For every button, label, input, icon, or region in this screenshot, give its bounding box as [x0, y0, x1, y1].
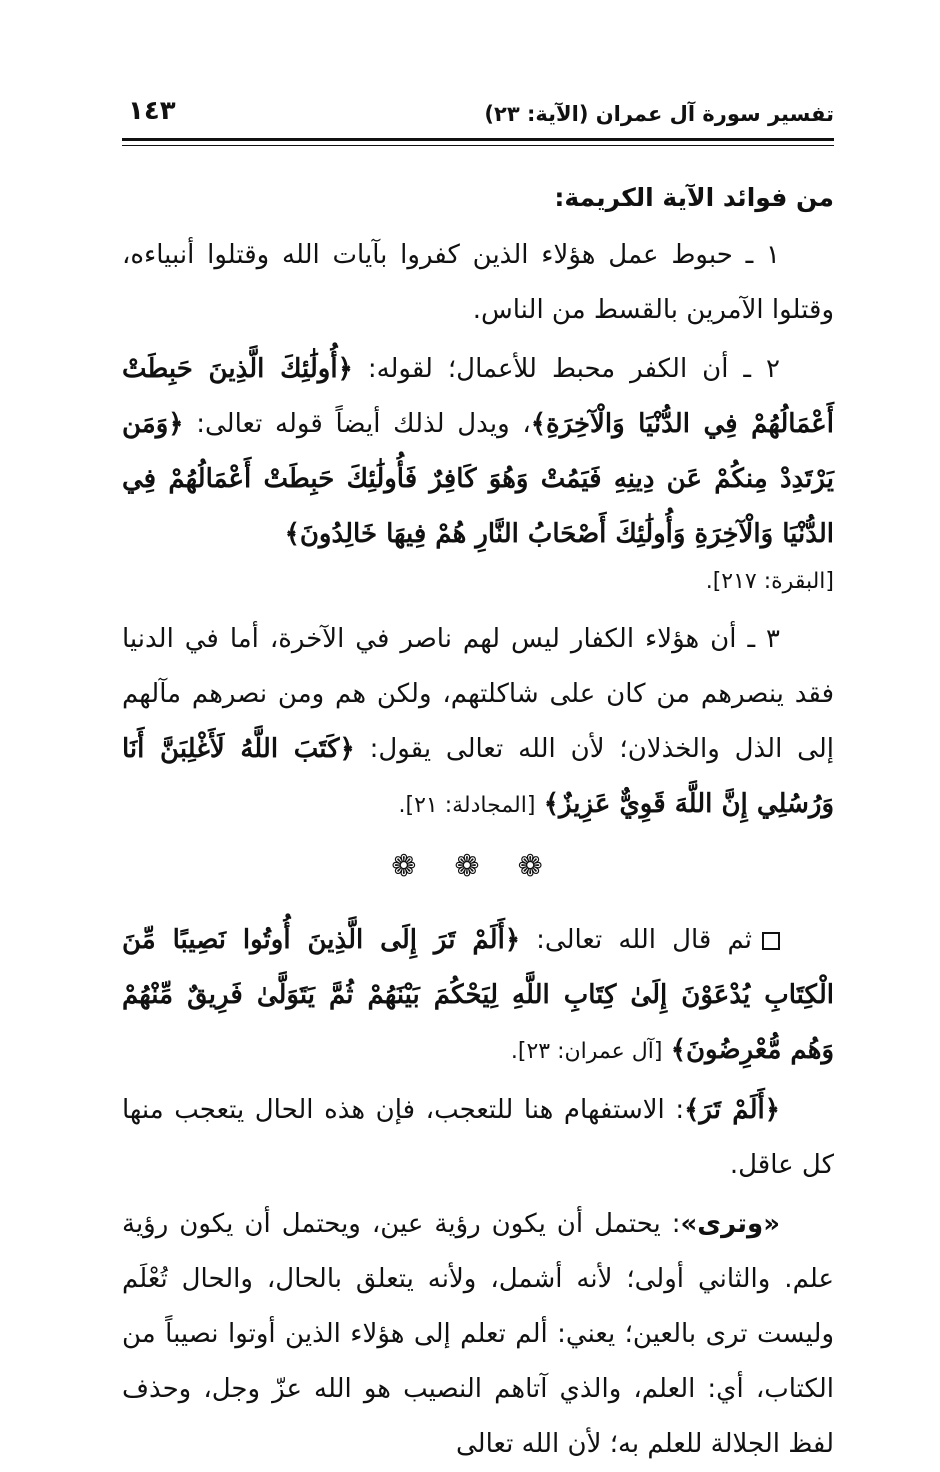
verse-reference: [المجادلة: ٢١]. [398, 793, 536, 818]
running-title: تفسير سورة آل عمران (الآية: ٢٣) [484, 102, 834, 126]
benefit-item-1: ١ ـ حبوط عمل هؤلاء الذين كفروا بآيات الله وقتلوا أنبياءه، وقتلوا الآمرين بالقسط من الناس. [122, 240, 834, 325]
flower-ornament-icon: ❁ [517, 849, 565, 884]
flower-ornament-icon: ❁ [391, 849, 439, 884]
quran-verse: كَتَبَ اللَّهُ لَأَغْلِبَنَّ أَنَا وَرُسُلِي إِنَّ اللَّهَ قَوِيٌّ عَزِيزٌ [122, 734, 834, 819]
benefits-heading: من فوائد الآية الكريمة: [554, 183, 834, 212]
quran-verse: وَمَن يَرْتَدِدْ مِنكُمْ عَن دِينِهِ فَيَمُتْ وَهُوَ كَافِرٌ فَأُولَٰئِكَ حَبِطَتْ أَعْمَالُهُمْ فِي الدُّنْيَا وَالْآخِرَةِ وَأُولَٰئِكَ أَصْحَابُ النَّارِ هُمْ فِيهَا خَالِدُونَ [122, 409, 834, 549]
verse-intro: ثم قال الله تعالى: [536, 925, 752, 955]
verse-reference: [البقرة: ٢١٧]. [705, 569, 834, 594]
quran-verse: أَلَمْ تَرَ إِلَى الَّذِينَ أُوتُوا نَصِيبًا مِّنَ الْكِتَابِ يُدْعَوْنَ إِلَىٰ كِتَابِ اللَّهِ لِيَحْكُمَ بَيْنَهُمْ ثُمَّ يَتَوَلَّىٰ فَرِيقٌ مِّنْهُمْ وَهُم مُّعْرِضُونَ [122, 925, 834, 1065]
square-bullet-icon [762, 932, 780, 950]
page-content [122, 176, 834, 1472]
commentary-text: : الاستفهام هنا للتعجب، فإن هذه الحال يتعجب منها كل عاقل. [122, 1095, 834, 1180]
benefit-item-3: ٣ ـ أن هؤلاء الكفار ليس لهم ناصر في الآخرة، أما في الدنيا فقد ينصرهم من كان على شاكلتهم، ولكن هم ومن نصرهم مآلهم إلى الذل والخذلان؛ لأن الله تعالى يقول: ﴿كَتَبَ اللَّهُ لَأَغْلِبَنَّ أَنَا وَرُسُلِي إِنَّ اللَّهَ قَوِيٌّ عَزِيزٌ﴾ [المجادلة: ٢١]. [122, 624, 834, 819]
benefit-item-2: ٢ ـ أن الكفر محبط للأعمال؛ لقوله: ﴿أُولَٰئِكَ الَّذِينَ حَبِطَتْ أَعْمَالُهُمْ فِي الدُّنْيَا وَالْآخِرَةِ﴾، ويدل لذلك أيضاً قوله تعالى: ﴿وَمَن يَرْتَدِدْ مِنكُمْ عَن دِينِهِ فَيَمُتْ وَهُوَ كَافِرٌ فَأُولَٰئِكَ حَبِطَتْ أَعْمَالُهُمْ فِي الدُّنْيَا وَالْآخِرَةِ وَأُولَٰئِكَ أَصْحَابُ النَّارِ هُمْ فِيهَا خَالِدُونَ﴾ [122, 354, 834, 549]
flower-ornament-icon: ❁ [454, 849, 502, 884]
page-header [122, 96, 834, 136]
quran-verse: أُولَٰئِكَ الَّذِينَ حَبِطَتْ أَعْمَالُهُمْ فِي الدُّنْيَا وَالْآخِرَةِ [122, 354, 834, 439]
benefit-item-2-mid: ، ويدل لذلك أيضاً قوله تعالى: [196, 409, 531, 439]
commentary-text: : يحتمل أن يكون رؤية عين، ويحتمل أن يكون رؤية علم. والثاني أولى؛ لأنه أشمل، ولأنه يتعلق بالحال، والحال تُعْلَم وليست ترى بالعين؛ يعني: ألم تعلم إلى هؤلاء الذين أوتوا نصيباً من الكتاب، أي: العلم، والذي آتاهم النصيب هو الله عزّ وجل، وحذف لفظ الجلالة للعلم به؛ لأن الله تعالى [122, 1209, 834, 1459]
page-number: ١٤٣ [128, 96, 176, 126]
quran-term: أَلَمْ تَرَ [699, 1095, 765, 1125]
page [122, 0, 834, 1459]
commentary-term: «وترى» [680, 1209, 780, 1239]
commentary-paragraph-2 [122, 1197, 834, 1472]
header-rule-thin [122, 145, 834, 146]
benefit-item-2-intro: ٢ ـ أن الكفر محبط للأعمال؛ لقوله: [367, 354, 780, 384]
section-separator [122, 833, 834, 913]
commentary-paragraph-1: ﴿أَلَمْ تَرَ﴾: الاستفهام هنا للتعجب، فإن هذه الحال يتعجب منها كل عاقل. [122, 1095, 834, 1180]
benefit-item-3-text: ٣ ـ أن هؤلاء الكفار ليس لهم ناصر في الآخرة، أما في الدنيا فقد ينصرهم من كان على شاكلتهم، ولكن هم ومن نصرهم مآلهم إلى الذل والخذلان؛ لأن الله تعالى يقول: [122, 624, 834, 764]
verse-reference: [آل عمران: ٢٣]. [510, 1039, 663, 1064]
verse-block: ثم قال الله تعالى: ﴿أَلَمْ تَرَ إِلَى الَّذِينَ أُوتُوا نَصِيبًا مِّنَ الْكِتَابِ يُدْعَوْنَ إِلَىٰ كِتَابِ اللَّهِ لِيَحْكُمَ بَيْنَهُمْ ثُمَّ يَتَوَلَّىٰ فَرِيقٌ مِّنْهُمْ وَهُم مُّعْرِضُونَ﴾ [آل عمران: ٢٣]. [122, 925, 834, 1065]
header-rule-thick [122, 138, 834, 141]
